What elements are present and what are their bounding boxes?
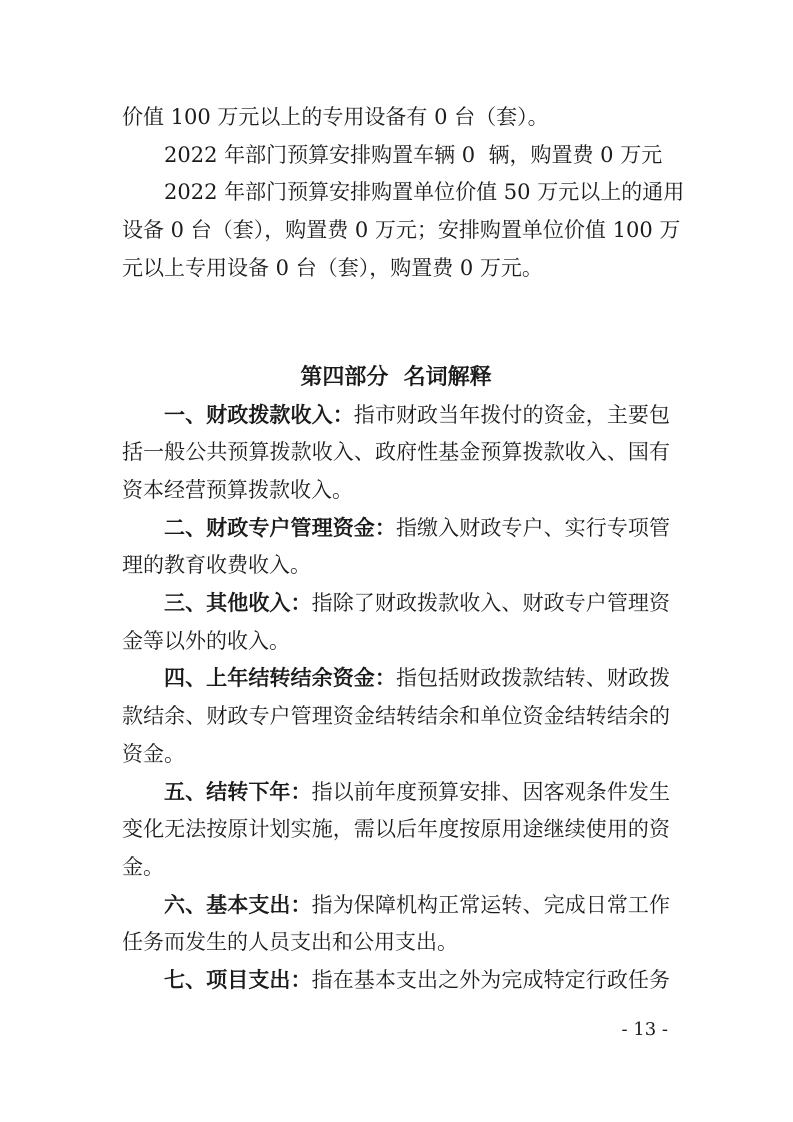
section-title: 第四部分 名词解释: [300, 364, 492, 390]
glossary-term: 四、上年结转结余资金：: [164, 666, 396, 691]
summary-line: 元以上专用设备 0 台（套），购置费 0 万元。: [122, 255, 543, 280]
glossary-definition-line: 变化无法按原计划实施，需以后年度按原用途继续使用的资: [122, 817, 670, 842]
glossary-definition-text: 指在基本支出之外为完成特定行政任务: [311, 967, 670, 992]
glossary-term: 七、项目支出：: [164, 967, 312, 992]
glossary-entry-other-income: [122, 585, 670, 660]
glossary-definition-line: 理的教育收费收入。: [122, 553, 311, 578]
glossary-definition-text: 指为保障机构正常运转、完成日常工作: [311, 892, 670, 917]
summary-line: 设备 0 台（套），购置费 0 万元；安排购置单位价值 100 万: [122, 218, 681, 243]
glossary-entry-prior-year-carryover-funds: [122, 660, 670, 773]
glossary-definition-line: 资本经营预算拨款收入。: [122, 478, 353, 502]
glossary-entry-fiscal-special-account-funds: [122, 510, 670, 585]
page-content: [122, 99, 685, 1000]
glossary-entry-first-line: [122, 660, 670, 698]
glossary-entry-first-line: [122, 887, 670, 925]
glossary-term: 六、基本支出：: [164, 892, 312, 917]
glossary-definition-line: 括一般公共预算拨款收入、政府性基金预算拨款收入、国有: [122, 440, 670, 465]
glossary-term: 一、财政拨款收入：: [164, 402, 354, 427]
summary-line: 价值 100 万元以上的专用设备有 0 台（套）。: [122, 105, 549, 129]
glossary-definition-text: 指以前年度预算安排、因客观条件发生: [311, 779, 670, 804]
glossary-definition-text: 指包括财政拨款结转、财政拨: [395, 666, 671, 691]
glossary-entry-carryover-to-next-year: [122, 774, 670, 887]
glossary-definition-text: 指市财政当年拨付的资金，主要包: [353, 402, 671, 427]
glossary-entry-first-line: [122, 962, 670, 1000]
glossary-entry-project-expenditure: [122, 962, 670, 1000]
glossary-entry-first-line: [122, 397, 670, 435]
glossary-definition-line: 金等以外的收入。: [122, 628, 290, 653]
glossary-definition-line: 款结余、财政专户管理资金结转结余和单位资金结转结余的: [122, 704, 670, 729]
page-number: - 13 -: [621, 1019, 668, 1040]
glossary-term: 三、其他收入：: [164, 591, 312, 616]
glossary-definition-text: 指除了财政拨款收入、财政专户管理资: [311, 591, 670, 616]
glossary-term: 二、财政专户管理资金：: [164, 515, 396, 540]
summary-line: 2022 年部门预算安排购置车辆 0 辆，购置费 0 万元: [164, 142, 663, 167]
glossary-entry-fiscal-appropriation-income: [122, 397, 670, 510]
glossary-definition-line: 金。: [122, 854, 164, 879]
equipment-purchase-summary: [122, 99, 685, 287]
summary-line: 2022 年部门预算安排购置单位价值 50 万元以上的通用: [164, 180, 685, 205]
glossary-entry-first-line: [122, 585, 670, 623]
glossary-definition-text: 指缴入财政专户、实行专项管: [395, 515, 671, 540]
glossary-entry-basic-expenditure: [122, 887, 670, 962]
glossary-entry-first-line: [122, 774, 670, 812]
glossary: [122, 397, 670, 1000]
glossary-entry-first-line: [122, 510, 670, 548]
glossary-term: 五、结转下年：: [164, 779, 312, 804]
glossary-definition-line: 资金。: [122, 741, 185, 766]
glossary-definition-line: 任务而发生的人员支出和公用支出。: [122, 930, 458, 955]
